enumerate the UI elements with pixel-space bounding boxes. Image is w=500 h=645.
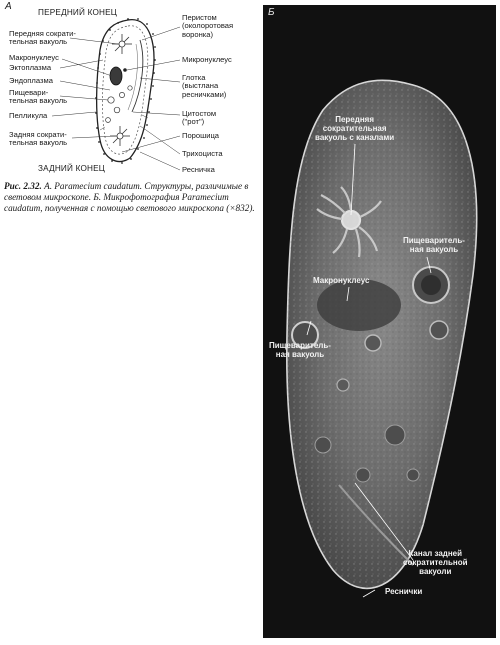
label-macronucleus: Макронуклеус [9, 53, 59, 62]
label-trichocyst: Трихоциста [182, 149, 223, 158]
figure-number: Рис. 2.32. [4, 181, 42, 191]
label-pharynx: Глотка (выстлана ресничками) [182, 73, 227, 99]
anterior-end-label: ПЕРЕДНИЙ КОНЕЦ [38, 8, 118, 17]
diagram-panel [0, 0, 262, 178]
label-macronucleus-photo: Макронуклеус [313, 276, 370, 285]
panel-letter-a: А [5, 1, 12, 12]
label-ectoplasm: Эктоплазма [9, 63, 52, 72]
posterior-end-label: ЗАДНИЙ КОНЕЦ [38, 164, 106, 173]
label-micronucleus: Микронуклеус [182, 55, 232, 64]
label-posterior-contractile-vacuole: Задняя сократи- тельная вакуоль [9, 130, 68, 148]
label-peristome: Перистом (околоротовая воронка) [182, 13, 234, 39]
label-cytoproct: Порошица [182, 131, 220, 140]
label-pellicle: Пелликула [9, 111, 48, 120]
label-cilium: Ресничка [182, 165, 215, 174]
micrograph-image [263, 5, 496, 638]
label-anterior-contractile-vacuole: Передняя сократи- тельная вакуоль [9, 29, 76, 47]
micrograph-panel [263, 5, 496, 638]
label-food-vacuole: Пищевари- тельная вакуоль [9, 88, 68, 106]
label-posterior-canal: Канал задней сократительной вакуоли [403, 549, 468, 576]
caption-text: А. Paramecium caudatum. Структуры, различимые в световом микроскопе. Б. Микрофотография Paramecium caudatum, полученная с помощью светового микроскопа (×832). [4, 181, 255, 214]
panel-letter-b: Б [268, 7, 275, 18]
label-anterior-vacuole-canals: Передняя сократительная вакуоль с каналами [315, 115, 395, 142]
label-food-vacuole-right: Пищеваритель- ная вакуоль [403, 236, 465, 254]
label-endoplasm: Эндоплазма [9, 76, 53, 85]
label-cilia-photo: Реснички [385, 587, 423, 596]
figure-caption [4, 181, 260, 215]
label-cytostome: Цитостом ("рот") [182, 109, 217, 127]
label-food-vacuole-left: Пищеваритель- ная вакуоль [269, 341, 331, 359]
